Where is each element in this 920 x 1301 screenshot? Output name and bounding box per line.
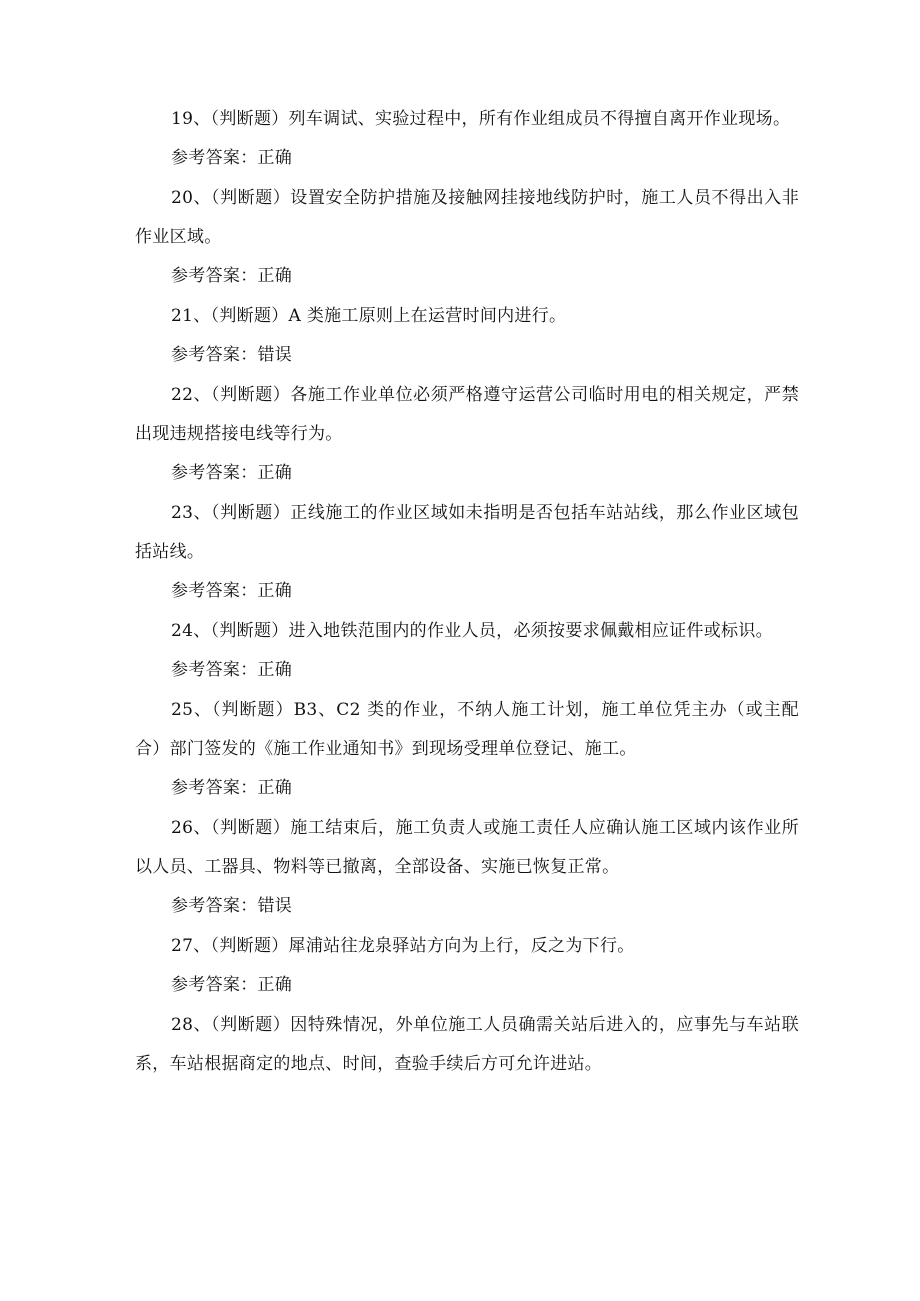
answer-23 <box>135 572 799 611</box>
question-25 <box>135 691 799 769</box>
question-number: 21 <box>171 306 194 326</box>
question-22 <box>135 376 799 454</box>
question-number: 26 <box>171 818 194 838</box>
document-page <box>135 100 799 1084</box>
answer-label: 参考答案： <box>171 660 258 680</box>
answer-value: 错误 <box>257 345 293 365</box>
question-text: B3、C2 类的作业，不纳人施工计划，施工单位凭主办（或主配合）部门签发的《施工作业通知书》到现场受理单位登记、施工。 <box>135 700 799 759</box>
question-text: 正线施工的作业区域如未指明是否包括车站站线，那么作业区域包括站线。 <box>135 503 799 562</box>
answer-22 <box>135 454 799 493</box>
question-21 <box>135 297 799 336</box>
question-separator: 、 <box>193 188 212 208</box>
question-26 <box>135 809 799 887</box>
answer-25 <box>135 769 799 808</box>
question-type: （判断题） <box>211 385 291 405</box>
question-separator: 、 <box>193 818 212 838</box>
question-type: （判断题） <box>211 503 291 523</box>
question-text: 因特殊情况，外单位施工人员确需关站后进入的，应事先与车站联系，车站根据商定的地点、时间，查验手续后方可允许进站。 <box>135 1015 799 1074</box>
question-text: 列车调试、实验过程中，所有作业组成员不得擅自离开作业现场。 <box>288 109 791 129</box>
question-text: 进入地铁范围内的作业人员，必须按要求佩戴相应证件或标识。 <box>288 621 773 641</box>
question-type: （判断题） <box>211 700 294 720</box>
question-text: 犀浦站往龙泉驿站方向为上行，反之为下行。 <box>288 936 635 956</box>
question-23 <box>135 494 799 572</box>
question-type: （判断题） <box>211 818 291 838</box>
answer-value: 正确 <box>257 266 293 286</box>
question-28 <box>135 1006 799 1084</box>
answer-label: 参考答案： <box>171 975 258 995</box>
answer-label: 参考答案： <box>171 778 258 798</box>
question-text: A 类施工原则上在运营时间内进行。 <box>288 306 567 326</box>
answer-label: 参考答案： <box>171 148 258 168</box>
question-separator: 、 <box>193 109 211 129</box>
question-number: 22 <box>171 385 194 405</box>
question-type: （判断题） <box>210 621 289 641</box>
question-24 <box>135 612 799 651</box>
question-separator: 、 <box>193 385 212 405</box>
question-number: 23 <box>171 503 194 523</box>
question-20 <box>135 179 799 257</box>
answer-value: 正确 <box>257 148 293 168</box>
question-separator: 、 <box>193 621 211 641</box>
question-27 <box>135 927 799 966</box>
answer-20 <box>135 257 799 296</box>
question-separator: 、 <box>193 936 211 956</box>
question-type: （判断题） <box>210 109 289 129</box>
answer-26 <box>135 887 799 926</box>
answer-label: 参考答案： <box>171 581 258 601</box>
answer-label: 参考答案： <box>171 463 258 483</box>
question-separator: 、 <box>193 1015 212 1035</box>
answer-21 <box>135 336 799 375</box>
question-type: （判断题） <box>210 936 289 956</box>
answer-label: 参考答案： <box>171 266 258 286</box>
answer-label: 参考答案： <box>171 345 258 365</box>
question-type: （判断题） <box>211 1015 291 1035</box>
question-19 <box>135 100 799 139</box>
answer-19 <box>135 139 799 178</box>
answer-24 <box>135 651 799 690</box>
question-number: 27 <box>171 936 194 956</box>
question-number: 25 <box>171 700 194 720</box>
question-number: 24 <box>171 621 194 641</box>
question-text: 设置安全防护措施及接触网挂接地线防护时，施工人员不得出入非作业区域。 <box>135 188 799 247</box>
answer-value: 正确 <box>257 778 293 798</box>
question-separator: 、 <box>193 700 212 720</box>
question-type: （判断题） <box>210 306 289 326</box>
answer-value: 正确 <box>257 660 293 680</box>
question-type: （判断题） <box>211 188 291 208</box>
answer-value: 正确 <box>257 581 293 601</box>
answer-27 <box>135 966 799 1005</box>
question-text: 施工结束后，施工负责人或施工责任人应确认施工区域内该作业所以人员、工器具、物料等已撤离，全部设备、实施已恢复正常。 <box>135 818 799 877</box>
question-separator: 、 <box>193 503 212 523</box>
answer-value: 错误 <box>257 896 293 916</box>
question-separator: 、 <box>193 306 211 326</box>
question-number: 20 <box>171 188 194 208</box>
question-number: 19 <box>171 109 194 129</box>
question-text: 各施工作业单位必须严格遵守运营公司临时用电的相关规定，严禁出现违规搭接电线等行为。 <box>135 385 799 444</box>
question-number: 28 <box>171 1015 194 1035</box>
answer-value: 正确 <box>257 463 293 483</box>
answer-label: 参考答案： <box>171 896 258 916</box>
answer-value: 正确 <box>257 975 293 995</box>
